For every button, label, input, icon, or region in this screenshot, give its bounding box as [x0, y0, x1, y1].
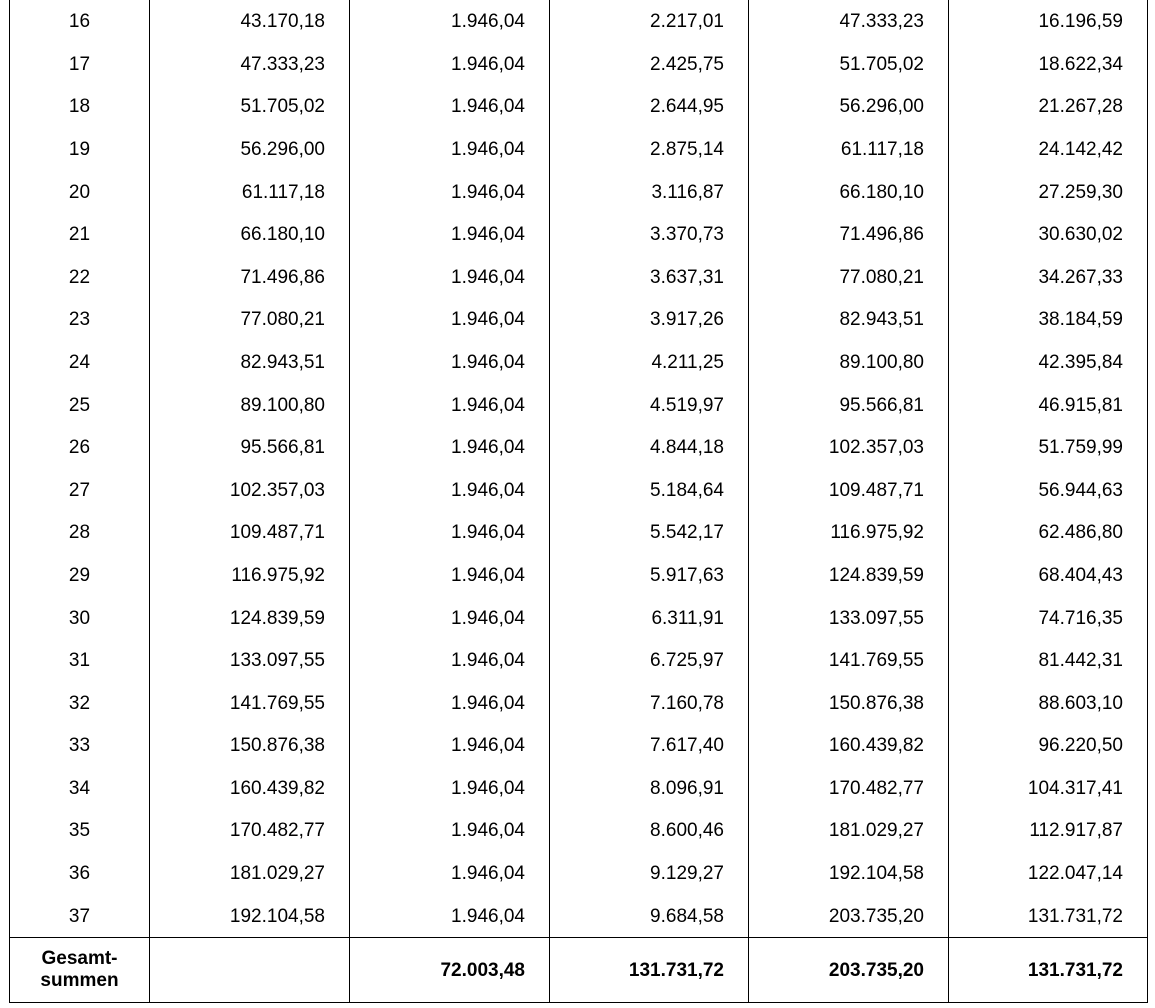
- table-cell: 77.080,21: [749, 256, 949, 299]
- table-cell: 2.875,14: [550, 128, 749, 171]
- table-cell: 131.731,72: [949, 895, 1148, 938]
- table-cell: 3.637,31: [550, 256, 749, 299]
- row-index-cell: 26: [10, 426, 150, 469]
- table-cell: 43.170,18: [150, 0, 350, 43]
- table-cell: 102.357,03: [150, 469, 350, 512]
- table-row: [10, 597, 1148, 640]
- row-index-cell: 18: [10, 86, 150, 129]
- table-cell: 192.104,58: [150, 895, 350, 938]
- total-label-line1: Gesamt-: [41, 947, 118, 969]
- table-row: [10, 86, 1148, 129]
- table-cell: 116.975,92: [150, 554, 350, 597]
- table-cell: 56.944,63: [949, 469, 1148, 512]
- row-index-cell: 34: [10, 767, 150, 810]
- table-cell: 116.975,92: [749, 512, 949, 555]
- table-cell: 1.946,04: [350, 895, 550, 938]
- table-cell: 1.946,04: [350, 86, 550, 129]
- table-cell: 1.946,04: [350, 426, 550, 469]
- table-row: [10, 852, 1148, 895]
- table-cell: 1.946,04: [350, 384, 550, 427]
- table-cell: 3.116,87: [550, 171, 749, 214]
- table-cell: 66.180,10: [749, 171, 949, 214]
- table-cell: 102.357,03: [749, 426, 949, 469]
- table-cell: 109.487,71: [150, 512, 350, 555]
- table-cell: 150.876,38: [749, 682, 949, 725]
- total-cell-5: 131.731,72: [949, 938, 1148, 1003]
- table-cell: 89.100,80: [749, 341, 949, 384]
- table-cell: 1.946,04: [350, 639, 550, 682]
- table-cell: 3.370,73: [550, 213, 749, 256]
- table-cell: 56.296,00: [749, 86, 949, 129]
- table-row: [10, 639, 1148, 682]
- table-cell: 1.946,04: [350, 256, 550, 299]
- total-cell-2: 72.003,48: [350, 938, 550, 1003]
- table-row: [10, 384, 1148, 427]
- table-cell: 7.160,78: [550, 682, 749, 725]
- table-cell: 192.104,58: [749, 852, 949, 895]
- table-cell: 51.759,99: [949, 426, 1148, 469]
- table-cell: 47.333,23: [150, 43, 350, 86]
- table-cell: 133.097,55: [150, 639, 350, 682]
- table-cell: 7.617,40: [550, 725, 749, 768]
- table-row: [10, 171, 1148, 214]
- table-cell: 95.566,81: [150, 426, 350, 469]
- table-cell: 82.943,51: [749, 299, 949, 342]
- table-cell: 1.946,04: [350, 725, 550, 768]
- table-cell: 3.917,26: [550, 299, 749, 342]
- table-cell: 56.296,00: [150, 128, 350, 171]
- table-cell: 38.184,59: [949, 299, 1148, 342]
- table-cell: 2.644,95: [550, 86, 749, 129]
- table-row: [10, 341, 1148, 384]
- row-index-cell: 30: [10, 597, 150, 640]
- table-cell: 24.142,42: [949, 128, 1148, 171]
- table-cell: 124.839,59: [150, 597, 350, 640]
- table-row: [10, 512, 1148, 555]
- table-cell: 5.184,64: [550, 469, 749, 512]
- table-row: [10, 554, 1148, 597]
- table-cell: 4.211,25: [550, 341, 749, 384]
- row-index-cell: 33: [10, 725, 150, 768]
- table-cell: 1.946,04: [350, 767, 550, 810]
- row-index-cell: 16: [10, 0, 150, 43]
- table-cell: 9.684,58: [550, 895, 749, 938]
- table-cell: 8.600,46: [550, 810, 749, 853]
- table-cell: 18.622,34: [949, 43, 1148, 86]
- table-cell: 1.946,04: [350, 0, 550, 43]
- table-row: [10, 426, 1148, 469]
- table-row: [10, 767, 1148, 810]
- table-row: [10, 213, 1148, 256]
- table-cell: 181.029,27: [749, 810, 949, 853]
- table-cell: 68.404,43: [949, 554, 1148, 597]
- table-cell: 181.029,27: [150, 852, 350, 895]
- table-cell: 1.946,04: [350, 682, 550, 725]
- table-cell: 77.080,21: [150, 299, 350, 342]
- table-cell: 62.486,80: [949, 512, 1148, 555]
- table-row: [10, 725, 1148, 768]
- table-row: [10, 43, 1148, 86]
- table-cell: 133.097,55: [749, 597, 949, 640]
- table-cell: 42.395,84: [949, 341, 1148, 384]
- table-cell: 66.180,10: [150, 213, 350, 256]
- total-row: [10, 938, 1148, 1003]
- row-index-cell: 32: [10, 682, 150, 725]
- total-cell-4: 203.735,20: [749, 938, 949, 1003]
- table-cell: 82.943,51: [150, 341, 350, 384]
- table-cell: 160.439,82: [749, 725, 949, 768]
- table-cell: 51.705,02: [749, 43, 949, 86]
- row-index-cell: 21: [10, 213, 150, 256]
- row-index-cell: 17: [10, 43, 150, 86]
- table-cell: 51.705,02: [150, 86, 350, 129]
- table-cell: 71.496,86: [150, 256, 350, 299]
- row-index-cell: 19: [10, 128, 150, 171]
- table-cell: 124.839,59: [749, 554, 949, 597]
- table-row: [10, 128, 1148, 171]
- total-cell-3: 131.731,72: [550, 938, 749, 1003]
- table-cell: 4.844,18: [550, 426, 749, 469]
- table-cell: 96.220,50: [949, 725, 1148, 768]
- table-cell: 6.311,91: [550, 597, 749, 640]
- table-cell: 21.267,28: [949, 86, 1148, 129]
- table-cell: 81.442,31: [949, 639, 1148, 682]
- table-cell: 1.946,04: [350, 43, 550, 86]
- table-row: [10, 682, 1148, 725]
- total-cell-1: [150, 938, 350, 1003]
- table-cell: 104.317,41: [949, 767, 1148, 810]
- total-label: [10, 938, 150, 1003]
- row-index-cell: 36: [10, 852, 150, 895]
- table-cell: 27.259,30: [949, 171, 1148, 214]
- table-row: [10, 895, 1148, 938]
- row-index-cell: 27: [10, 469, 150, 512]
- row-index-cell: 25: [10, 384, 150, 427]
- row-index-cell: 23: [10, 299, 150, 342]
- table-cell: 1.946,04: [350, 469, 550, 512]
- table-cell: 34.267,33: [949, 256, 1148, 299]
- table-cell: 47.333,23: [749, 0, 949, 43]
- table-cell: 141.769,55: [749, 639, 949, 682]
- table-cell: 122.047,14: [949, 852, 1148, 895]
- table-cell: 30.630,02: [949, 213, 1148, 256]
- table-cell: 2.425,75: [550, 43, 749, 86]
- table-row: [10, 810, 1148, 853]
- row-index-cell: 35: [10, 810, 150, 853]
- table-cell: 1.946,04: [350, 512, 550, 555]
- table-cell: 4.519,97: [550, 384, 749, 427]
- table-row: [10, 469, 1148, 512]
- row-index-cell: 20: [10, 171, 150, 214]
- table-cell: 2.217,01: [550, 0, 749, 43]
- table-cell: 1.946,04: [350, 213, 550, 256]
- row-index-cell: 37: [10, 895, 150, 938]
- table-cell: 1.946,04: [350, 554, 550, 597]
- table-cell: 88.603,10: [949, 682, 1148, 725]
- table-cell: 141.769,55: [150, 682, 350, 725]
- table-cell: 46.915,81: [949, 384, 1148, 427]
- table-cell: 1.946,04: [350, 341, 550, 384]
- table-cell: 1.946,04: [350, 852, 550, 895]
- table-cell: 61.117,18: [150, 171, 350, 214]
- table-row: [10, 0, 1148, 43]
- table-cell: 61.117,18: [749, 128, 949, 171]
- interest-schedule-table: [9, 0, 1148, 1003]
- table-row: [10, 256, 1148, 299]
- table-cell: 203.735,20: [749, 895, 949, 938]
- row-index-cell: 28: [10, 512, 150, 555]
- table-row: [10, 299, 1148, 342]
- row-index-cell: 29: [10, 554, 150, 597]
- table-cell: 1.946,04: [350, 597, 550, 640]
- table-cell: 1.946,04: [350, 299, 550, 342]
- table-cell: 89.100,80: [150, 384, 350, 427]
- table-cell: 112.917,87: [949, 810, 1148, 853]
- table-cell: 170.482,77: [749, 767, 949, 810]
- table-cell: 170.482,77: [150, 810, 350, 853]
- table-body: [10, 0, 1148, 938]
- table-cell: 9.129,27: [550, 852, 749, 895]
- table-cell: 160.439,82: [150, 767, 350, 810]
- table-cell: 71.496,86: [749, 213, 949, 256]
- total-label-line2: summen: [40, 970, 119, 992]
- table-cell: 8.096,91: [550, 767, 749, 810]
- row-index-cell: 24: [10, 341, 150, 384]
- table-cell: 1.946,04: [350, 810, 550, 853]
- table-cell: 1.946,04: [350, 171, 550, 214]
- table-cell: 6.725,97: [550, 639, 749, 682]
- table-cell: 109.487,71: [749, 469, 949, 512]
- row-index-cell: 22: [10, 256, 150, 299]
- table-cell: 95.566,81: [749, 384, 949, 427]
- table-cell: 16.196,59: [949, 0, 1148, 43]
- row-index-cell: 31: [10, 639, 150, 682]
- table-cell: 1.946,04: [350, 128, 550, 171]
- table-cell: 150.876,38: [150, 725, 350, 768]
- table-cell: 5.917,63: [550, 554, 749, 597]
- table-cell: 74.716,35: [949, 597, 1148, 640]
- table-cell: 5.542,17: [550, 512, 749, 555]
